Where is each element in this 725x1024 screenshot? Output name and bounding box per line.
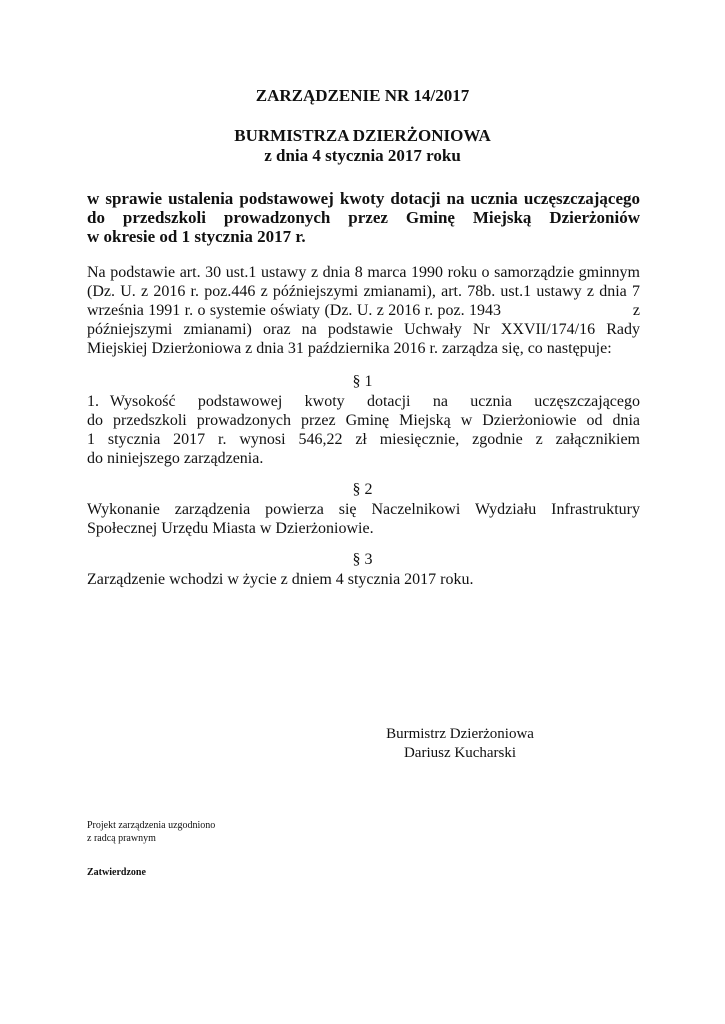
signature-block [360,725,560,763]
section-2-text [87,500,640,538]
preamble [87,263,640,358]
section-line: 1. Wysokość podstawowej kwoty dotacji na ucznia uczęszczającego [87,393,640,410]
note-line: Projekt zarządzenia uzgodniono [87,820,216,831]
section-3-number: § 3 [352,551,373,568]
document-issuer [0,126,725,166]
preamble-line: Miejskiej Dzierżoniowa z dnia 31 października 2016 r. zarządza się, co następuje: [87,340,612,357]
approved-label: Zatwierdzone [87,867,146,878]
legal-approval-note [87,819,215,845]
signature-position: Burmistrz Dzierżoniowa [386,726,534,742]
section-line: do przedszkoli prowadzonych przez Gminę Miejską w Dzierżoniowie od dnia [87,412,640,429]
section-1-number: § 1 [352,373,373,390]
section-line: Społecznej Urzędu Miasta w Dzierżoniowie. [87,520,374,537]
section-line: do niniejszego zarządzenia. [87,450,264,467]
section-2-number: § 2 [352,481,373,498]
preamble-line: Na podstawie art. 30 ust.1 ustawy z dnia 8 marca 1990 roku o samorządzie gminnym [87,264,640,281]
document-subject [87,189,640,246]
subject-line: do przedszkoli prowadzonych przez Gminę Miejską Dzierżoniów [87,208,640,227]
section-line: 1 stycznia 2017 r. wynosi 546,22 zł miesięcznie, zgodnie z załącznikiem [87,431,640,448]
document-title: ZARZĄDZENIE NR 14/2017 [255,86,470,105]
note-line: z radcą prawnym [87,833,156,844]
section-line: Zarządzenie wchodzi w życie z dniem 4 stycznia 2017 roku. [87,571,474,588]
section-line: Wykonanie zarządzenia powierza się Naczelnikowi Wydziału Infrastruktury [87,501,640,518]
signature-name: Dariusz Kucharski [403,745,517,761]
subject-line: w okresie od 1 stycznia 2017 r. [87,227,306,246]
subject-line: w sprawie ustalenia podstawowej kwoty dotacji na ucznia uczęszczającego [87,189,640,208]
preamble-line: września 1991 r. o systemie oświaty (Dz. U. z 2016 r. poz. 1943 z [87,302,640,319]
preamble-line: późniejszymi zmianami) oraz na podstawie Uchwały Nr XXVII/174/16 Rady [87,321,640,338]
issuer-name: BURMISTRZA DZIERŻONIOWA [234,126,491,145]
section-3-text [87,570,640,589]
section-1-text [87,392,640,468]
preamble-line: (Dz. U. z 2016 r. poz.446 z późniejszymi zmianami), art. 78b. ust.1 ustawy z dnia 7 [87,283,640,300]
issue-date: z dnia 4 stycznia 2017 roku [264,146,461,165]
